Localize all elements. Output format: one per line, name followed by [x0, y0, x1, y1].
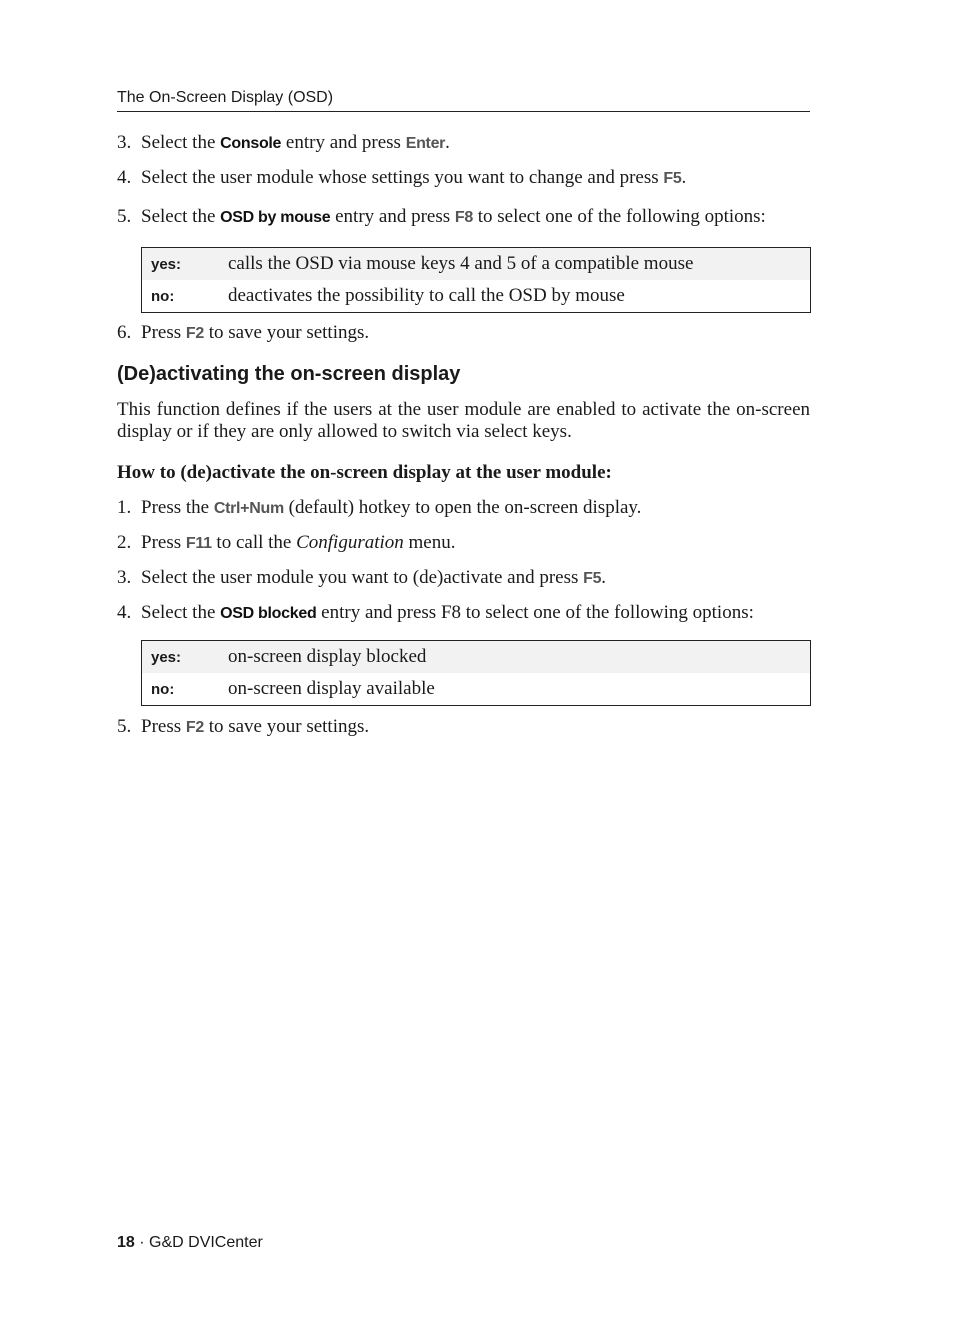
key-f5: F5 [583, 570, 602, 587]
entry-console: Console [220, 135, 282, 152]
howto-heading: How to (de)activate the on-screen display at the user module: [117, 462, 612, 483]
section-heading: (De)activating the on-screen display [117, 363, 461, 385]
key-enter: Enter [405, 135, 446, 152]
step-save-settings-2: 5. Press F2 to save your settings. [117, 716, 370, 737]
menu-name-configuration: Configuration [296, 532, 404, 553]
key-f5: F5 [663, 170, 682, 187]
page-footer: 18 · G&D DVICenter [117, 1234, 263, 1251]
table-row: yes: on-screen display blocked [142, 641, 810, 673]
page-number: 18 [117, 1234, 135, 1251]
key-f2: F2 [185, 719, 204, 736]
step-select-osd-by-mouse: 5. Select the OSD by mouse entry and press F8 to select one of the following options: [117, 206, 766, 227]
key-ctrl-num: Ctrl+Num [213, 500, 284, 517]
step-select-osd-blocked: 4. Select the OSD blocked entry and press F8 to select one of the following options: [117, 602, 754, 623]
key-f11: F11 [185, 535, 212, 552]
options-table-osd-blocked [141, 640, 811, 706]
step-select-user-module: 4. Select the user module whose settings you want to change and press F5. [117, 167, 687, 188]
entry-osd-by-mouse: OSD by mouse [220, 209, 331, 226]
running-header: The On-Screen Display (OSD) [117, 89, 810, 112]
entry-osd-blocked: OSD blocked [220, 605, 317, 622]
product-name: G&D DVICenter [149, 1234, 263, 1251]
intro-paragraph: This function defines if the users at the user module are enabled to activate the on-screen display or if they are only allowed to switch via select keys. [117, 399, 810, 442]
table-row: no: deactivates the possibility to call the OSD by mouse [151, 285, 625, 306]
step-configuration-menu: 2. Press F11 to call the Configuration menu. [117, 532, 456, 553]
step-select-user-module-2: 3. Select the user module you want to (de)activate and press F5. [117, 567, 606, 588]
step-save-settings: 6. Press F2 to save your settings. [117, 322, 370, 343]
key-f8: F8 [454, 209, 473, 226]
table-row: no: on-screen display available [151, 678, 435, 699]
key-f2: F2 [185, 325, 204, 342]
table-row: yes: calls the OSD via mouse keys 4 and 5 of a compatible mouse [142, 248, 810, 280]
options-table-osd-by-mouse [141, 247, 811, 313]
step-open-osd: 1. Press the Ctrl+Num (default) hotkey to open the on-screen display. [117, 497, 642, 518]
step-select-console: 3. Select the Console entry and press Enter. [117, 132, 450, 153]
